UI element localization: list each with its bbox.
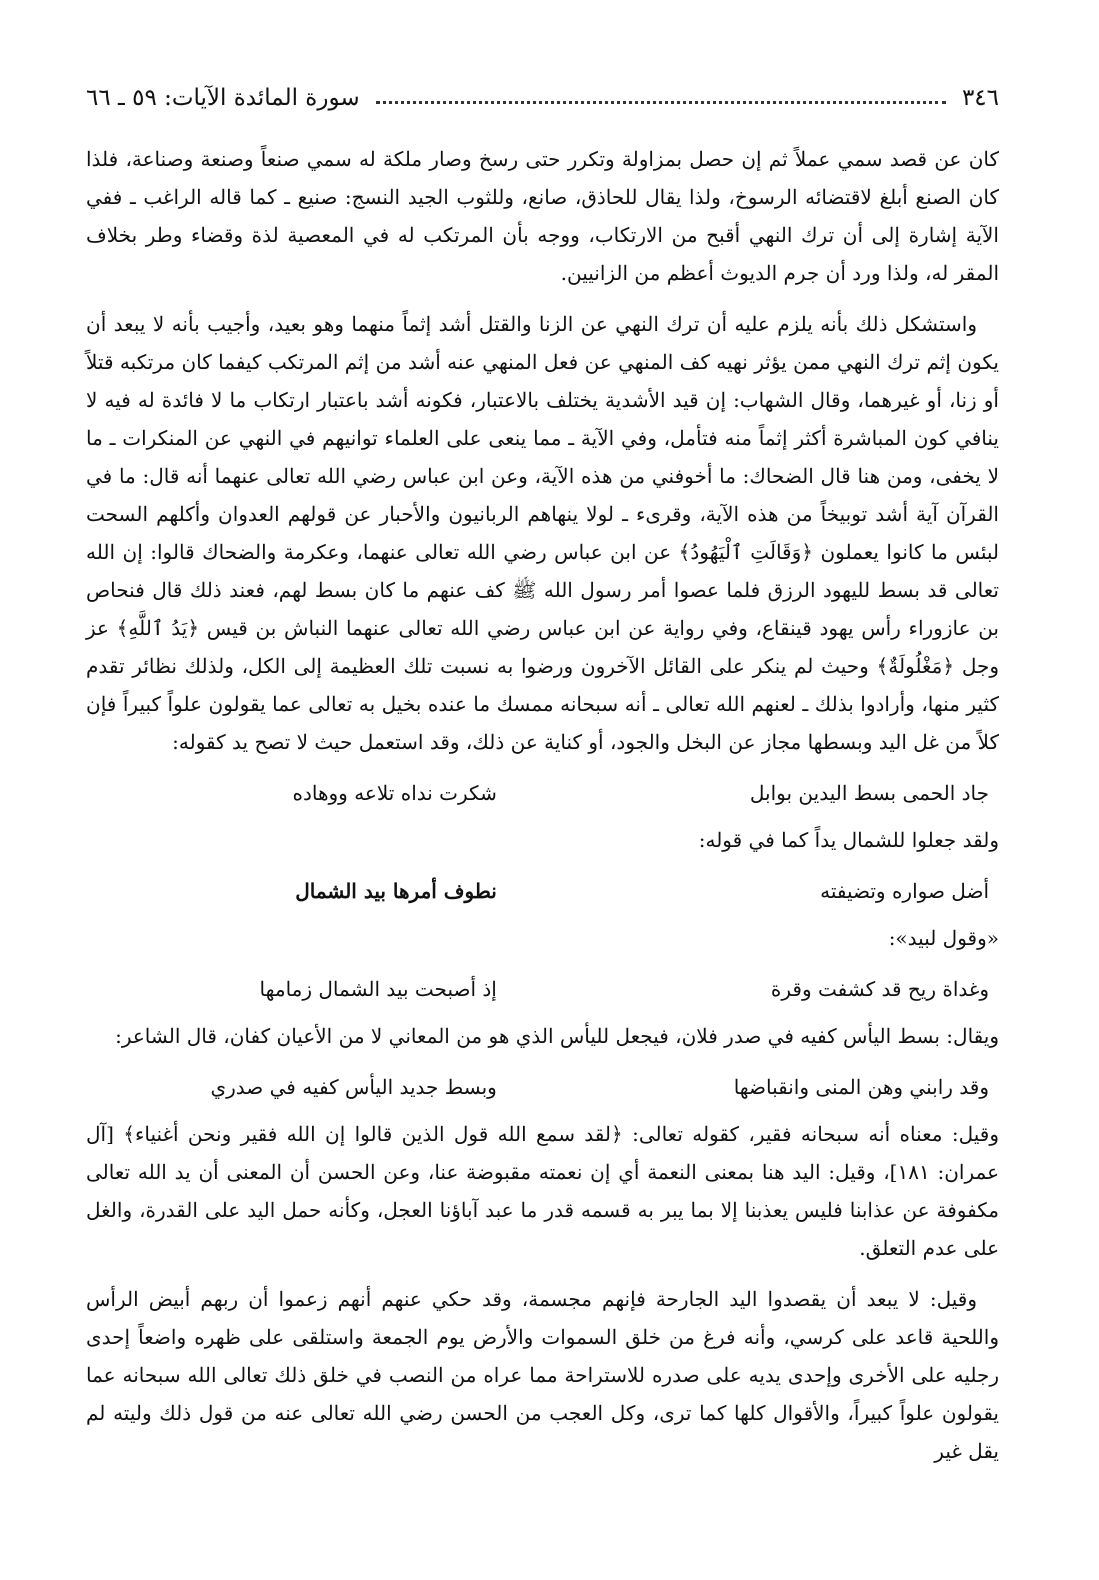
line-yuqal: ويقال: بسط اليأس كفيه في صدر فلان، فيجعل لليأس الذي هو من المعاني لا من الأعيان كفان، قال الشاعر: bbox=[115, 1024, 999, 1048]
page-body bbox=[86, 140, 999, 1483]
paragraph-qila-2: وقيل: لا يبعد أن يقصدوا اليد الجارحة فإنهم مجسمة، وقد حكي عنهم أنهم زعموا أن ربهم أبيض الرأس واللحية قاعد على كرسي، وأنه فرغ من خلق السموات والأرض يوم الجمعة واستلقى على ظهره واضعاً إحدى رجليه على الأخرى وإحدى يديه على صدره للاستراحة مما عراه من النصب في خلق ذلك تعالى الله سبحانه عما يقولون علواً كبيراً، والأقوال كلها كما ترى، وكل العجب من الحسن رضي الله تعالى عنه من قول ذلك وليته لم يقل غير bbox=[86, 1287, 999, 1463]
verse-1-second-hemistich: شكرت نداه تلاعه ووهاده bbox=[292, 781, 497, 805]
verse-3-second-hemistich: إذ أصبحت بيد الشمال زمامها bbox=[259, 977, 497, 1001]
line-labid: «وقول لبيد»: bbox=[888, 926, 999, 950]
header-dot-leader bbox=[376, 93, 946, 104]
verse-1-first-hemistich: جاد الحمى بسط اليدين بوابل bbox=[749, 781, 989, 805]
running-header bbox=[86, 78, 999, 118]
verse-4-first-hemistich: وقد رابني وهن المنى وانقباضها bbox=[733, 1075, 989, 1099]
poetry-verse-4 bbox=[86, 1068, 999, 1106]
paragraph-qila-1: وقيل: معناه أنه سبحانه فقير، كقوله تعالى: ﴿لقد سمع الله قول الذين قالوا إن الله فقير ونحن أغنياء﴾ [آل عمران: ١٨١]، وقيل: اليد هنا بمعنى النعمة أي إن نعمته مقبوضة عنا، وعن الحسن أن المعنى أن يد الله تعالى مكفوفة عن عذابنا فليس يعذبنا إلا بما يبر به قسمه قدر ما عبد آباؤنا العجل، وكأنه حمل اليد على القدرة، والغل على عدم التعلق. bbox=[86, 1122, 999, 1260]
header-title: سورة المائدة الآيات: ٥٩ ـ ٦٦ bbox=[86, 85, 360, 111]
poetry-verse-2 bbox=[86, 872, 999, 910]
poetry-verse-1 bbox=[86, 774, 999, 812]
paragraph-1: كان عن قصد سمي عملاً ثم إن حصل بمزاولة وتكرر حتى رسخ وصار ملكة له سمي صنعاً وصنعة وصناعة، فلذا كان الصنع أبلغ لاقتضائه الرسوخ، ولذا يقال للحاذق، صانع، وللثوب الجيد النسج: صنيع ـ كما قاله الراغب ـ ففي الآية إشارة إلى أن ترك النهي أقبح من الارتكاب، ووجه بأن المرتكب له في المعصية لذة وقضاء وطر بخلاف المقر له، ولذا ورد أن جرم الديوث أعظم من الزانيين. bbox=[86, 147, 999, 285]
verse-3-first-hemistich: وغداة ريح قد كشفت وقرة bbox=[770, 977, 989, 1001]
page-number: ٣٤٦ bbox=[961, 85, 999, 111]
verse-2-first-hemistich: أضل صواره وتضيفته bbox=[820, 879, 989, 903]
verse-4-second-hemistich: وبسط جديد اليأس كفيه في صدري bbox=[210, 1075, 497, 1099]
line-after-verse-1: ولقد جعلوا للشمال يداً كما في قوله: bbox=[698, 828, 999, 852]
verse-2-second-hemistich: نطوف أمرها بيد الشمال bbox=[295, 879, 497, 903]
paragraph-2: واستشكل ذلك بأنه يلزم عليه أن ترك النهي عن الزنا والقتل أشد إثماً منهما وهو بعيد، وأجيب بأنه لا يبعد أن يكون إثم ترك النهي ممن يؤثر نهيه كف المنهي عن فعل المنهي عنه أشد من إثم المرتكب كيفما كان مرتكبه قتلاً أو زنا، أو غيرهما، وقال الشهاب: إن قيد الأشدية يختلف بالاعتبار، فكونه أشد باعتبار ارتكاب ما لا فائدة له فيه لا ينافي كون المباشرة أكثر إثماً منه فتأمل، وفي الآية ـ مما ينعى على العلماء توانيهم في النهي عن المنكرات ـ ما لا يخفى، ومن هنا قال الضحاك: ما أخوفني من هذه الآية، وعن ابن عباس رضي الله تعالى عنهما أنه قال: ما في القرآن آية أشد توبيخاً من هذه الآية، وقرىء ـ لولا ينهاهم الربانيون والأحبار عن قولهم العدوان وأكلهم السحت لبئس ما كانوا يعملون ﴿وَقَالَتِ ٱلْيَهُودُ﴾ عن ابن عباس رضي الله تعالى عنهما، وعكرمة والضحاك قالوا: إن الله تعالى قد بسط لليهود الرزق فلما عصوا أمر رسول الله ﷺ كف عنهم ما كان بسط لهم، فعند ذلك قال فنحاص بن عازوراء رأس يهود قينقاع، وفي رواية عن ابن عباس رضي الله تعالى عنهما النباش بن قيس ﴿يَدُ ٱللَّهِ﴾ عز وجل ﴿مَغْلُولَةٌ﴾ وحيث لم ينكر على القائل الآخرون ورضوا به نسبت تلك العظيمة إلى الكل، ولذلك نظائر تقدم كثير منها، وأرادوا بذلك ـ لعنهم الله تعالى ـ أنه سبحانه ممسك ما عنده بخيل به تعالى عما يقولون علواً كبيراً فإن كلاً من غل اليد وبسطها مجاز عن البخل والجود، أو كناية عن ذلك، وقد استعمل حيث لا تصح يد كقوله: bbox=[86, 312, 1000, 754]
poetry-verse-3 bbox=[86, 970, 999, 1008]
